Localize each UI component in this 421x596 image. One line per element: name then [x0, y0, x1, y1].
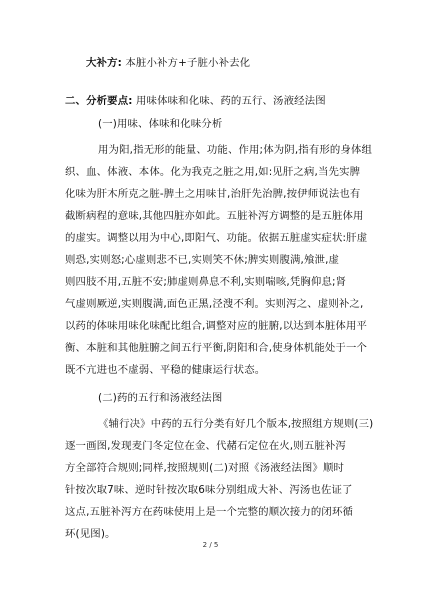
- paragraph-1-line: 化味为肝木所克之脏-脾土之用味甘,治肝先治脾,按伊师说法也有: [65, 188, 361, 200]
- paragraph-1-line: 的虚实。调整以用为中心,即阳气、功能。依据五脏虚实症状:肝虚: [65, 232, 368, 244]
- formula-label: 大补方:: [86, 57, 122, 69]
- paragraph-1-line: 截断病程的意味,其他四脏亦如此。五脏补泻方调整的是五脏体用: [65, 210, 364, 222]
- section-title: 二、分析要点:: [65, 95, 133, 107]
- paragraph-2-line: 这点,五脏补泻方在药味使用上是一个完整的顺次接力的闭环循: [65, 506, 354, 518]
- paragraph-1-line: 用为阳,指无形的能量、功能、作用;体为阴,指有形的身体组: [98, 144, 373, 156]
- paragraph-1-line: 既不亢进也不虚弱、平稳的健康运行状态。: [65, 364, 266, 376]
- paragraph-2-line: 环(见图)。: [65, 528, 116, 540]
- paragraph-2-line: 逐一画图,发现麦门冬定位在金、代赭石定位在火,则五脏补泻: [65, 440, 346, 452]
- paragraph-2-line: 《辅行决》中药的五行分类有好几个版本,按照组方规则(三): [98, 418, 374, 430]
- paragraph-2-line: 针按次取7味、逆时针按次取6味分别组成大补、泻汤也佐证了: [65, 484, 353, 496]
- section-subtitle: 用味体味和化味、药的五行、汤液经法图: [136, 95, 326, 107]
- section-heading: [65, 94, 326, 108]
- paragraph-2-line: 方全部符合规则;同样,按照规则(二)对照《汤液经法图》顺时: [65, 462, 345, 474]
- paragraph-1-line: 以药的体味用味化味配比组合,调整对应的脏腑,以达到本脏体用平: [65, 320, 368, 332]
- paragraph-1-line: 织、血、体液、本体。化为我克之脏之用,如:见肝之病,当先实脾: [65, 166, 361, 178]
- paragraph-1-line: 则四肢不用,五脏不安;肺虚则鼻息不利,实则喘咳,凭胸仰息;肾: [65, 276, 347, 288]
- paragraph-1-line: 则恐,实则怒;心虚则悲不已,实则笑不休;脾实则腹满,飧泄,虚: [65, 254, 340, 266]
- paragraph-1-line: 衡、本脏和其他脏腑之间五行平衡,阴阳和合,使身体机能处于一个: [65, 342, 368, 354]
- subheading-2: (二)药的五行和汤液经法图: [98, 392, 223, 404]
- page-number: 2 / 5: [202, 541, 219, 549]
- formula-line: [86, 56, 250, 70]
- paragraph-1-line: 气虚则厥逆,实则腹满,面色正黑,泾溲不利。实则泻之、虚则补之,: [65, 298, 364, 310]
- subheading-1: (一)用味、体味和化味分析: [98, 118, 223, 130]
- formula-text: 本脏小补方+子脏小补去化: [125, 57, 251, 69]
